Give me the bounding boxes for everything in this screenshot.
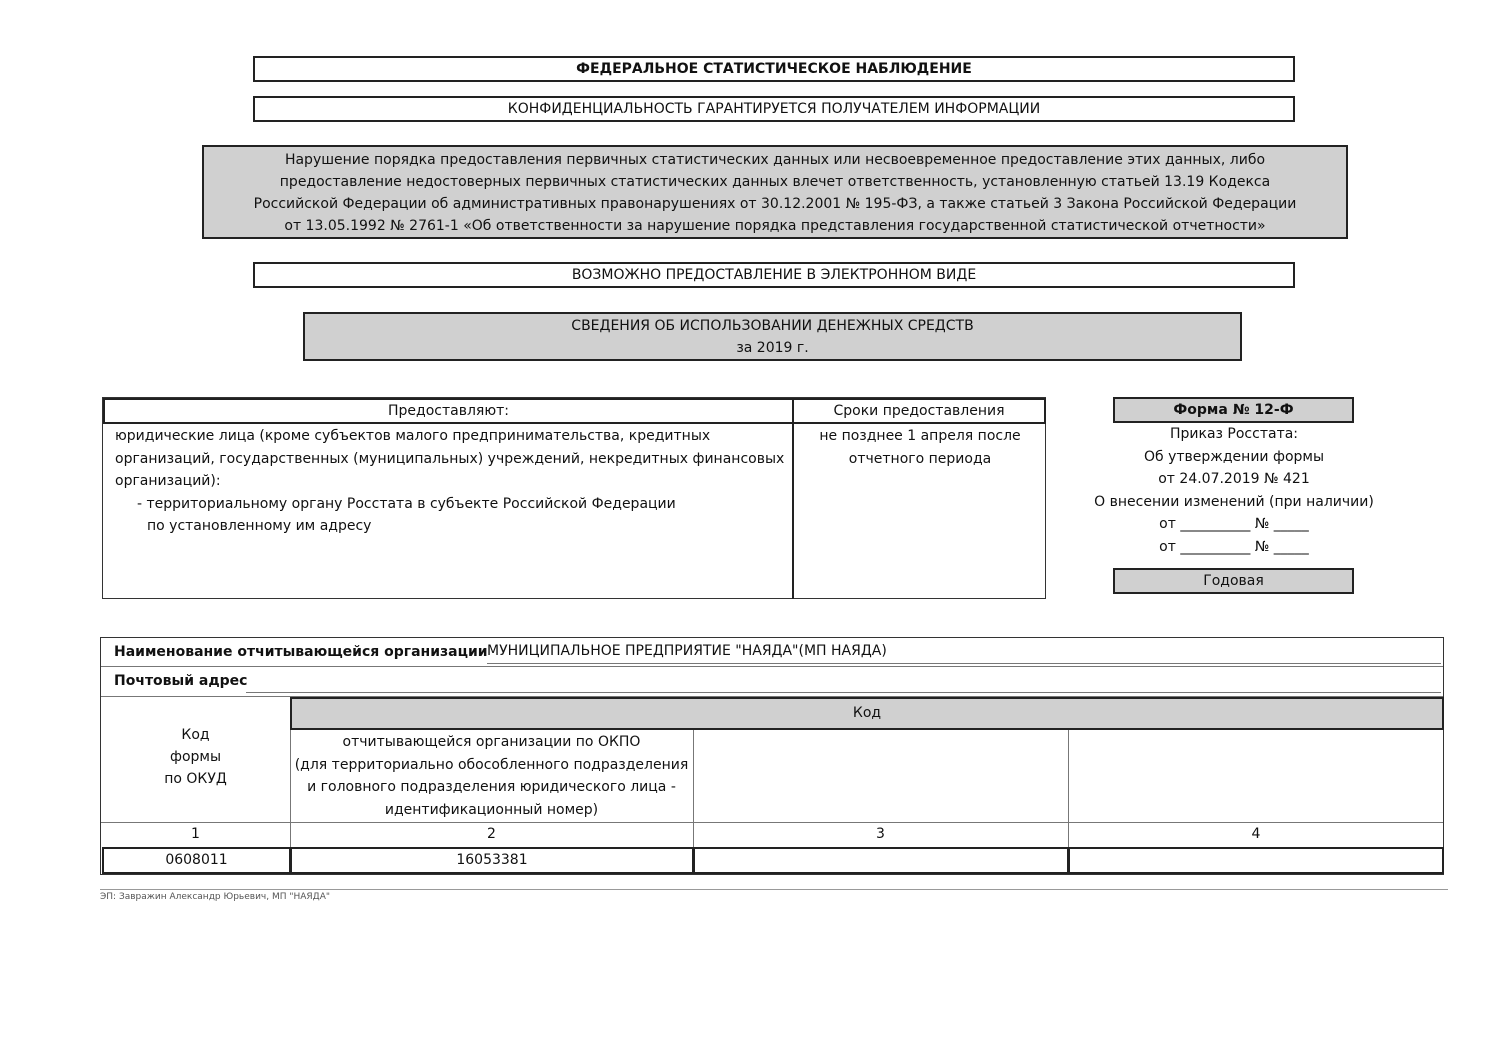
who-line: организаций, государственных (муниципальных) учреждений, некредитных финансовых (115, 450, 785, 467)
warning-line: предоставление недостоверных первичных статистических данных влечет ответственность, установленную статьей 13.19 Кодекса (279, 174, 1271, 190)
period-type: Годовая (1113, 568, 1354, 594)
order-line: от 24.07.2019 № 421 (1158, 471, 1310, 487)
deadline-text (796, 425, 1044, 470)
who-submits-header: Предоставляют: (103, 398, 794, 424)
report-title (303, 312, 1242, 361)
okud-header-line: Код (181, 727, 210, 743)
okpo-header-line: отчитывающейся организации по ОКПО (342, 734, 641, 750)
okud-code-value[interactable]: 0608011 (102, 847, 291, 874)
legal-warning (202, 145, 1348, 239)
who-line: - территориальному органу Росстата в субъекте Российской Федерации (137, 495, 676, 512)
column-4-value[interactable] (1068, 847, 1444, 874)
confidentiality-header: КОНФИДЕНЦИАЛЬНОСТЬ ГАРАНТИРУЕТСЯ ПОЛУЧАТЕЛЕМ ИНФОРМАЦИИ (253, 96, 1295, 122)
deadline-line: отчетного периода (848, 450, 992, 467)
column-number: 2 (290, 823, 694, 847)
order-line: Об утверждении формы (1143, 448, 1325, 465)
okpo-code-value[interactable]: 16053381 (290, 847, 694, 874)
okud-header (101, 697, 291, 822)
order-line: от __________ № _____ (1159, 516, 1309, 532)
report-period: за 2019 г. (736, 340, 809, 356)
okpo-header-line: (для территориально обособленного подразделения (294, 756, 689, 773)
order-line: О внесении изменений (при наличии) (1094, 493, 1374, 510)
who-line: организаций): (115, 473, 221, 489)
org-name-label: Наименование отчитывающейся организации (114, 644, 488, 660)
okpo-header-line: и головного подразделения юридического лица - (307, 779, 676, 795)
order-line: от __________ № _____ (1159, 538, 1309, 555)
form-number: Форма № 12-Ф (1113, 397, 1354, 423)
column-3-value[interactable] (693, 847, 1069, 874)
order-line: Приказ Росстата: (1169, 426, 1299, 442)
postal-address-label: Почтовый адрес (114, 673, 248, 689)
warning-line: Российской Федерации об административных правонарушениях от 30.12.2001 № 195-ФЗ, а также статьей 3 Закона Российской Федерации (253, 196, 1297, 212)
postal-address-field[interactable] (246, 668, 1441, 693)
report-title-text: СВЕДЕНИЯ ОБ ИСПОЛЬЗОВАНИИ ДЕНЕЖНЫХ СРЕДСТВ (571, 318, 974, 334)
who-submits-text (115, 425, 785, 538)
column-3-header (693, 730, 1069, 822)
electronic-submission-header: ВОЗМОЖНО ПРЕДОСТАВЛЕНИЕ В ЭЛЕКТРОННОМ ВИДЕ (253, 262, 1295, 288)
deadline-header: Сроки предоставления (792, 398, 1046, 424)
column-number: 3 (693, 823, 1069, 847)
federal-observation-header: ФЕДЕРАЛЬНОЕ СТАТИСТИЧЕСКОЕ НАБЛЮДЕНИЕ (253, 56, 1295, 82)
okpo-header (290, 730, 694, 822)
footer-divider (100, 889, 1448, 890)
column-number: 1 (101, 823, 291, 847)
order-info (1090, 423, 1378, 558)
organization-table (100, 637, 1444, 875)
who-line: по установленному им адресу (147, 518, 372, 534)
electronic-signature: ЭП: Завражин Александр Юрьевич, МП "НАЯДА" (100, 892, 330, 902)
okpo-header-line: идентификационный номер) (384, 801, 599, 818)
column-number: 4 (1251, 826, 1261, 842)
warning-line: Нарушение порядка предоставления первичных статистических данных или несвоевременное предоставление этих данных, либо (284, 152, 1266, 168)
okud-header-line: формы (169, 749, 222, 765)
column-4-header (1068, 730, 1444, 822)
deadline-line: не позднее 1 апреля после (819, 428, 1021, 444)
warning-line: от 13.05.1992 № 2761-1 «Об ответственности за нарушение порядка представления государственной статистической отчетности» (284, 218, 1266, 234)
okud-header-line: по ОКУД (164, 771, 227, 787)
column-divider (792, 424, 794, 599)
submission-table (102, 397, 1046, 599)
code-header: Код (290, 697, 1444, 730)
org-name-field[interactable]: МУНИЦИПАЛЬНОЕ ПРЕДПРИЯТИЕ "НАЯДА"(МП НАЯДА) (487, 639, 1441, 664)
who-line: юридические лица (кроме субъектов малого предпринимательства, кредитных (115, 428, 711, 444)
